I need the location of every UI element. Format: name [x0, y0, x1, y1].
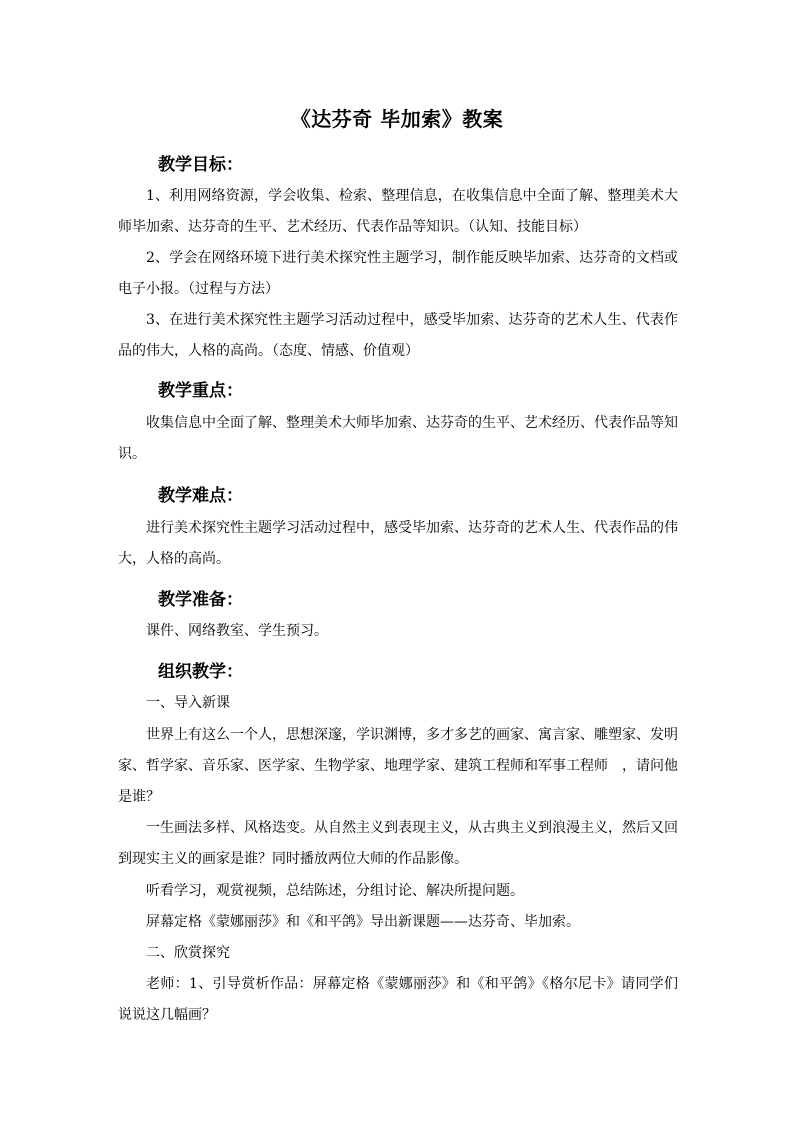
teacher-guidance: 老师：1、引导赏析作品：屏幕定格《蒙娜丽莎》和《和平鸽》《格尔尼卡》请同学们说说这几幅画？ — [118, 976, 678, 1023]
key-points-text: 收集信息中全面了解、整理美术大师毕加索、达芬奇的生平、艺术经历、代表作品等知识。 — [118, 415, 678, 462]
preparation-text: 课件、网络教室、学生预习。 — [146, 623, 328, 639]
objective-1: 1、利用网络资源，学会收集、检索、整理信息，在收集信息中全面了解、整理美术大师毕加索、达芬奇的生平、艺术经历、代表作品等知识。（认知、技能目标） — [118, 188, 678, 235]
section-intro-heading: 一、导入新课 — [146, 695, 230, 711]
heading-difficulties: 教学难点： — [158, 486, 243, 506]
intro-question-2: 一生画法多样、风格迭变。从自然主义到表现主义，从古典主义到浪漫主义，然后又回到现实主义的画家是谁？同时播放两位大师的作品影像。 — [118, 820, 678, 867]
heading-objectives: 教学目标： — [158, 155, 243, 175]
objective-3: 3、在进行美术探究性主题学习活动过程中，感受毕加索、达芬奇的艺术人生、代表作品的伟大，人格的高尚。（态度、情感、价值观） — [118, 312, 678, 359]
document-title: 《达芬奇 毕加索》教案 — [290, 107, 504, 131]
intro-new-topic: 屏幕定格《蒙娜丽莎》和《和平鸽》导出新课题——达芬奇、毕加索。 — [146, 914, 580, 930]
heading-key-points: 教学重点： — [158, 381, 243, 401]
intro-activity: 听看学习，观赏视频，总结陈述，分组讨论、解决所提问题。 — [146, 883, 524, 899]
intro-question-1: 世界上有这么一个人，思想深邃，学识渊博，多才多艺的画家、寓言家、雕塑家、发明家、哲学家、音乐家、医学家、生物学家、地理学家、建筑工程师和军事工程师 ，请问他是谁？ — [118, 727, 678, 805]
section-appreciation-heading: 二、欣赏探究 — [146, 945, 230, 961]
heading-preparation: 教学准备： — [158, 590, 243, 610]
difficulties-text: 进行美术探究性主题学习活动过程中，感受毕加索、达芬奇的艺术人生、代表作品的伟大，人格的高尚。 — [118, 520, 678, 567]
objective-2: 2、学会在网络环境下进行美术探究性主题学习，制作能反映毕加索、达芬奇的文档或电子小报。（过程与方法） — [118, 250, 678, 297]
heading-organization: 组织教学： — [158, 662, 243, 682]
